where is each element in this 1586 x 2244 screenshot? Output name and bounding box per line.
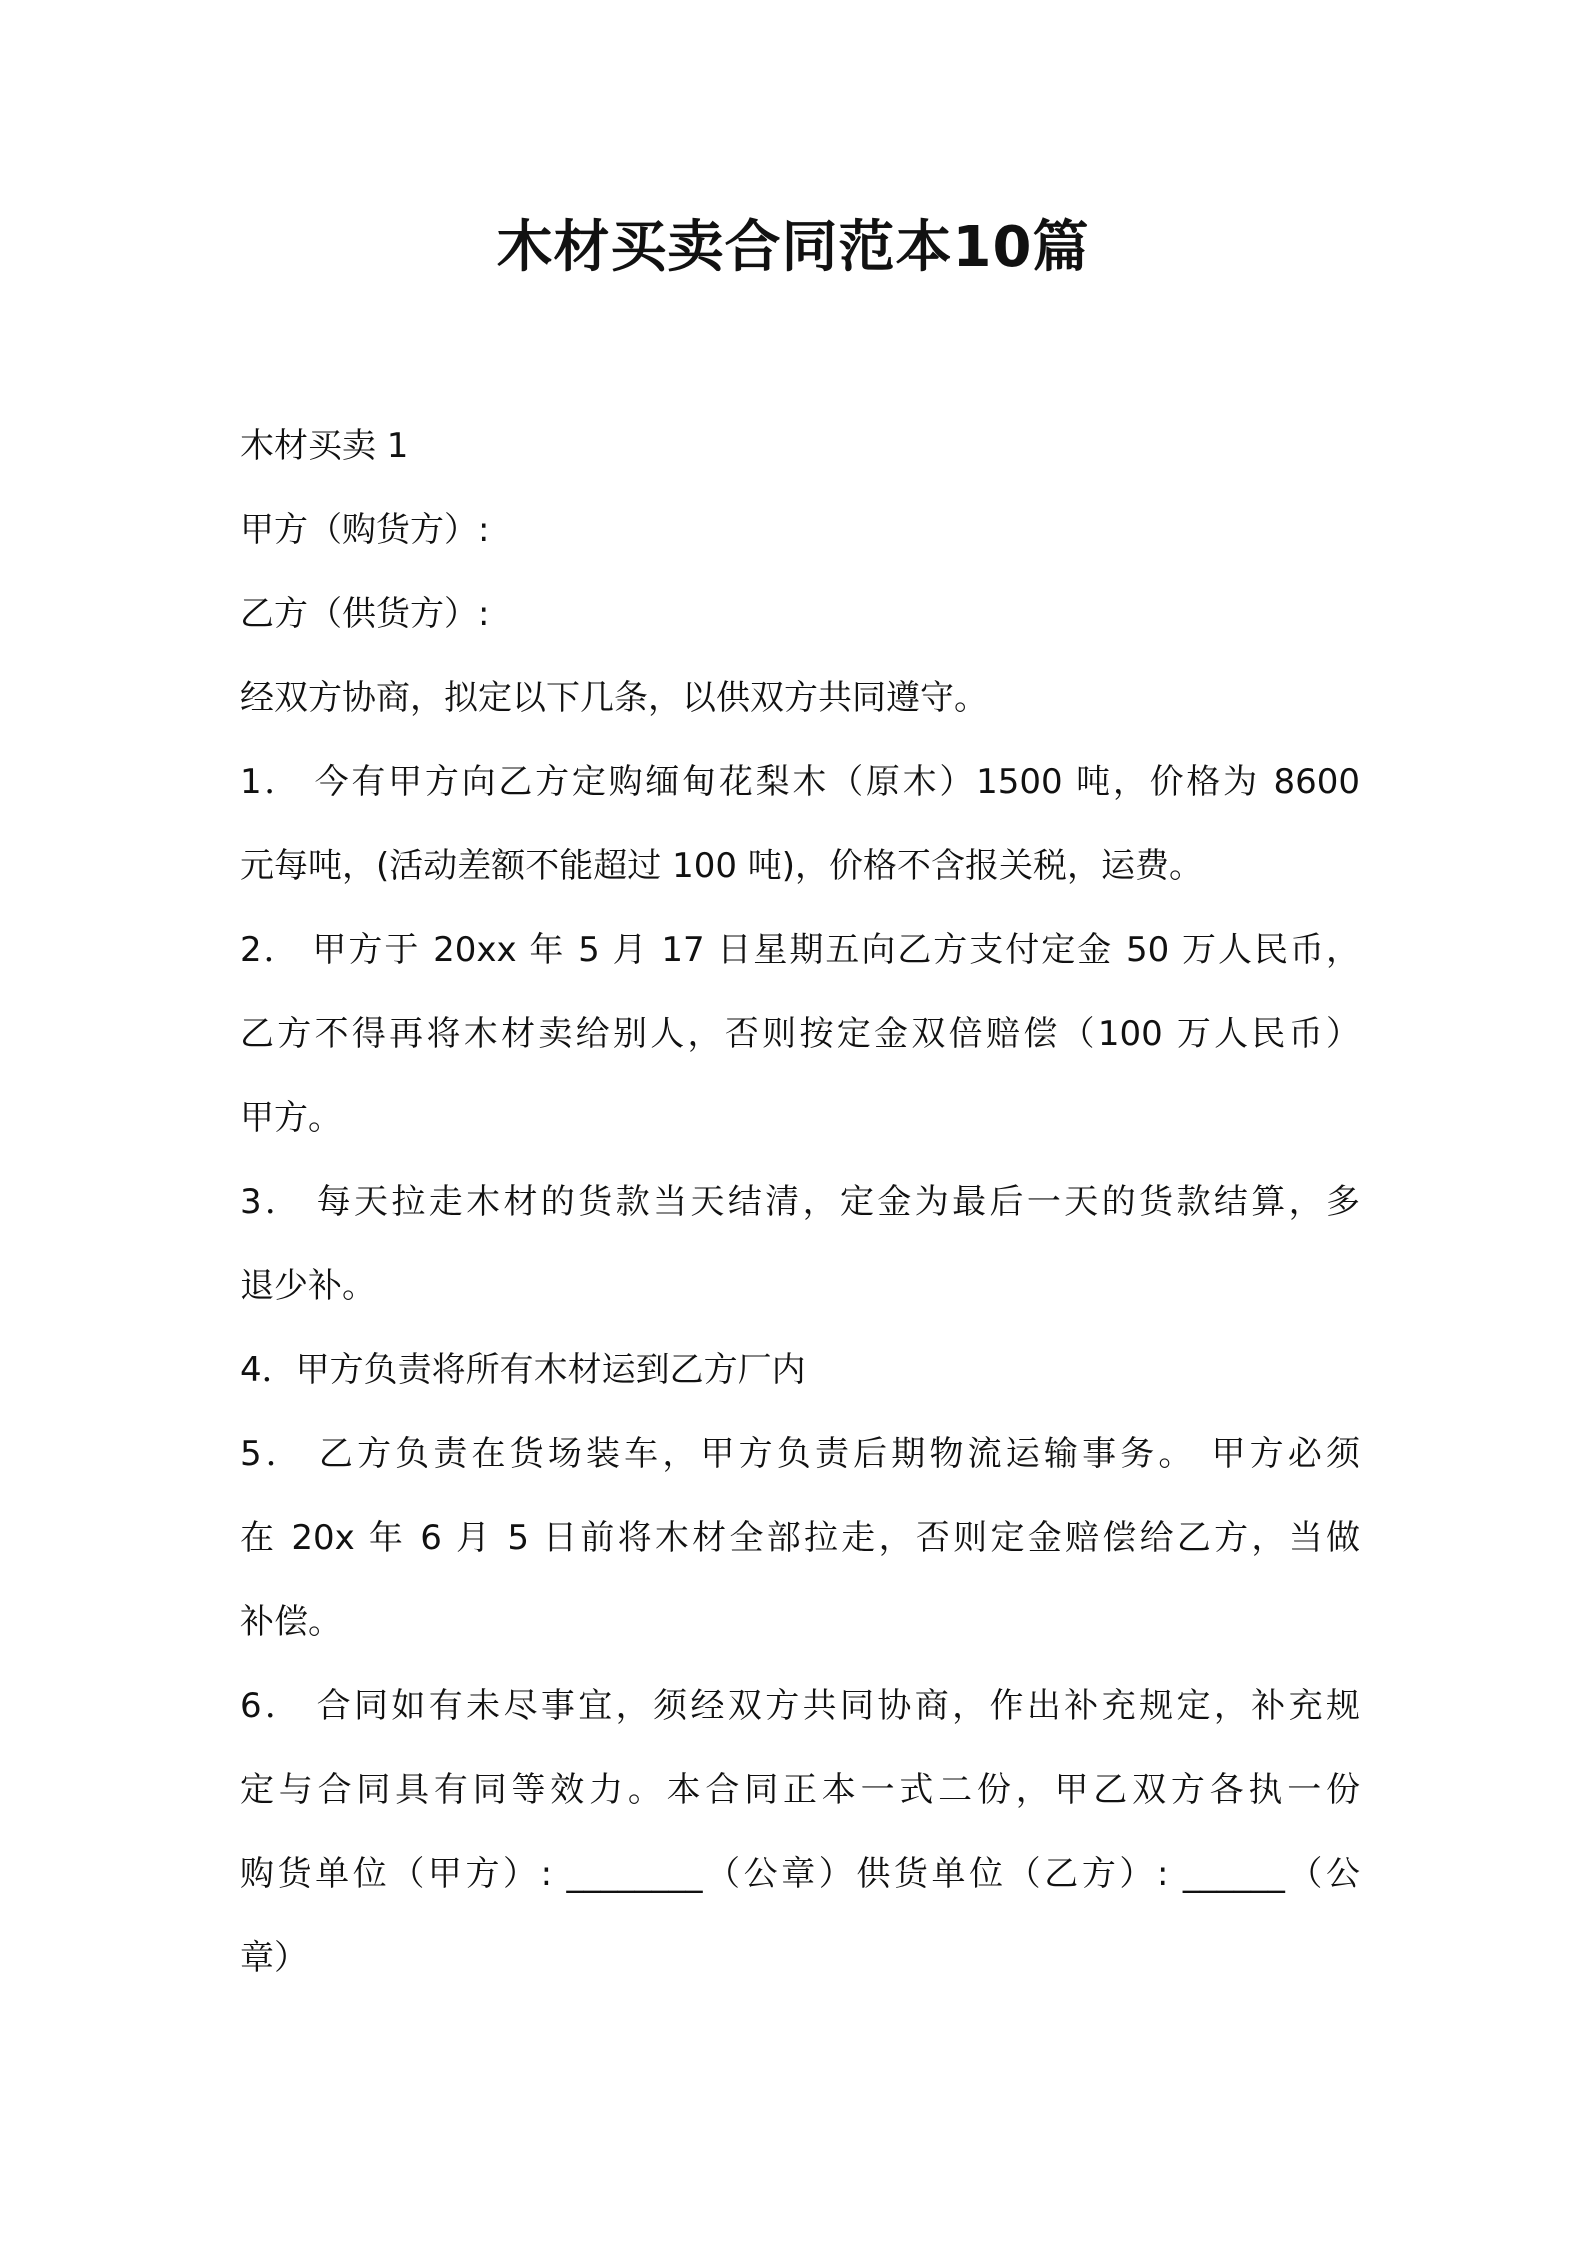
clause-5-line-3: 补偿。 bbox=[240, 1602, 342, 1642]
section-heading: 木材买卖 1 bbox=[240, 426, 409, 466]
party-b-line: 乙方（供货方）: bbox=[240, 594, 490, 634]
clause-1-line-1: 1． 今有甲方向乙方定购缅甸花梨木（原木）1500 吨，价格为 8600 bbox=[240, 762, 1360, 802]
clause-1-line-2: 元每吨，(活动差额不能超过 100 吨)，价格不含报关税，运费。 bbox=[240, 846, 1204, 886]
preamble-line: 经双方协商，拟定以下几条，以供双方共同遵守。 bbox=[240, 678, 988, 718]
clause-2-line-1: 2． 甲方于 20xx 年 5 月 17 日星期五向乙方支付定金 50 万人民币， bbox=[240, 930, 1360, 970]
signature-line-2: 章） bbox=[240, 1938, 308, 1978]
clause-3-line-1: 3． 每天拉走木材的货款当天结清，定金为最后一天的货款结算，多 bbox=[240, 1182, 1360, 1222]
clause-2-line-3: 甲方。 bbox=[240, 1098, 342, 1138]
clause-2-line-2: 乙方不得再将木材卖给别人，否则按定金双倍赔偿（100 万人民币） bbox=[240, 1014, 1360, 1054]
clause-5-line-1: 5． 乙方负责在货场装车，甲方负责后期物流运输事务。 甲方必须 bbox=[240, 1434, 1360, 1474]
clause-6-line-2: 定与合同具有同等效力。本合同正本一式二份，甲乙双方各执一份 bbox=[240, 1770, 1360, 1810]
clause-5-line-2: 在 20x 年 6 月 5 日前将木材全部拉走，否则定金赔偿给乙方，当做 bbox=[240, 1518, 1360, 1558]
signature-line-1: 购货单位（甲方）: ________（公章）供货单位（乙方）: ______（公 bbox=[240, 1854, 1360, 1894]
party-a-line: 甲方（购货方）: bbox=[240, 510, 490, 550]
document-title: 木材买卖合同范本10篇 bbox=[496, 215, 1090, 280]
clause-3-line-2: 退少补。 bbox=[240, 1266, 376, 1306]
clause-6-line-1: 6． 合同如有未尽事宜，须经双方共同协商，作出补充规定，补充规 bbox=[240, 1686, 1360, 1726]
clause-4-line-1: 4．甲方负责将所有木材运到乙方厂内 bbox=[240, 1350, 806, 1390]
contract-body bbox=[240, 404, 1360, 2000]
